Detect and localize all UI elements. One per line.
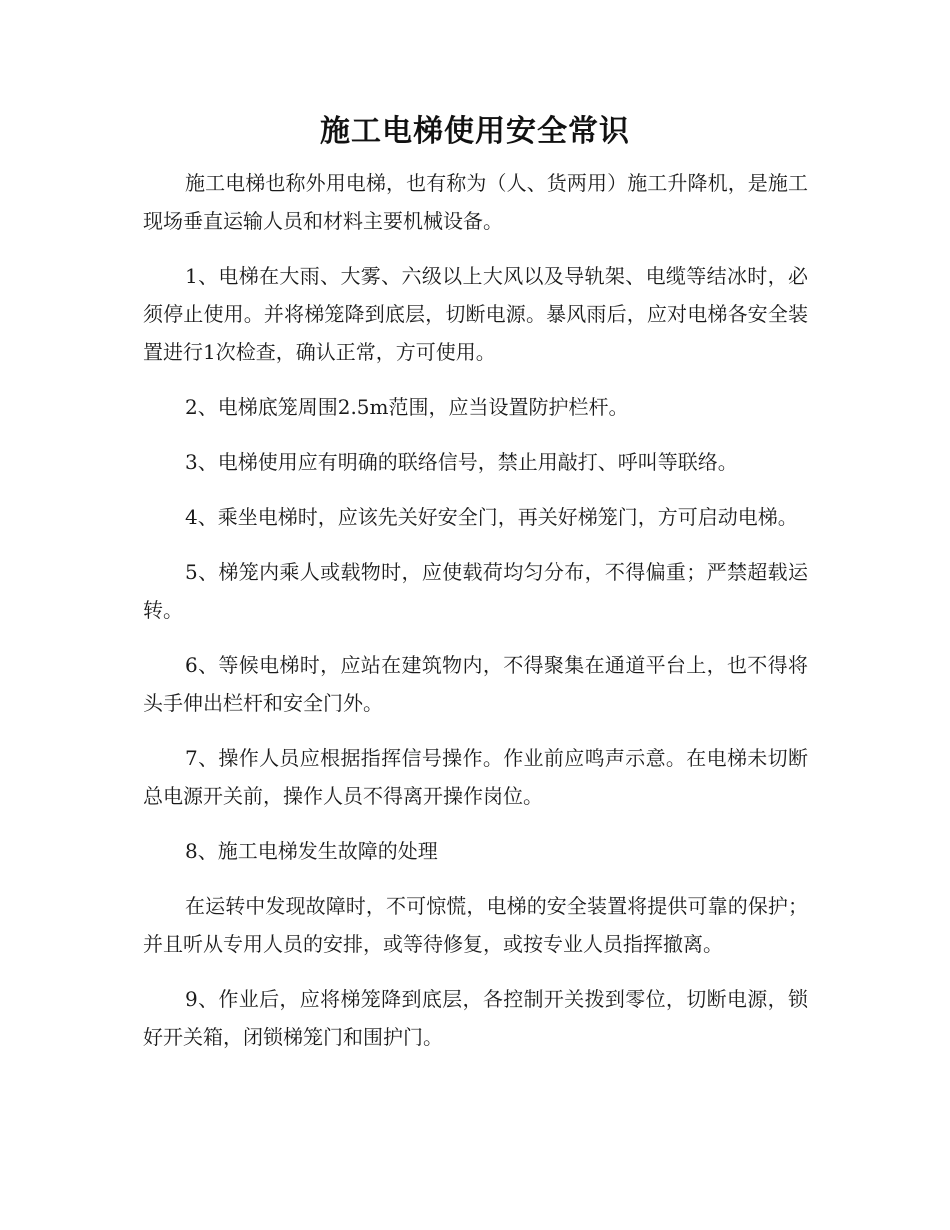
rule-paragraph-3: 3、电梯使用应有明确的联络信号，禁止用敲打、呼叫等联络。 [185, 450, 738, 474]
rule-paragraph-2: 2、电梯底笼周围2.5m范围，应当设置防护栏杆。 [185, 395, 629, 419]
rule-paragraph-1: 1、电梯在大雨、大雾、六级以上大风以及导轨架、电缆等结冰时，必须停止使用。并将梯笼降到底层，切断电源。暴风雨后，应对电梯各安全装置进行1次检查，确认正常，方可使用。 [143, 264, 808, 364]
rule-paragraph-8-heading: 8、施工电梯发生故障的处理 [185, 839, 438, 863]
rule-paragraph-8-detail: 在运转中发现故障时，不可惊慌，电梯的安全装置将提供可靠的保护；并且听从专用人员的安排，或等待修复，或按专业人员指挥撤离。 [143, 894, 808, 956]
rule-paragraph-5: 5、梯笼内乘人或载物时，应使载荷均匀分布，不得偏重；严禁超载运转。 [143, 560, 808, 622]
document-title: 施工电梯使用安全常识 [320, 114, 630, 149]
document-body [143, 164, 808, 1056]
rule-paragraph-6: 6、等候电梯时，应站在建筑物内，不得聚集在通道平台上，也不得将头手伸出栏杆和安全门外。 [143, 653, 808, 715]
intro-paragraph: 施工电梯也称外用电梯，也有称为（人、货两用）施工升降机，是施工现场垂直运输人员和材料主要机械设备。 [143, 171, 808, 233]
rule-paragraph-4: 4、乘坐电梯时，应该先关好安全门，再关好梯笼门，方可启动电梯。 [185, 505, 798, 529]
rule-paragraph-7: 7、操作人员应根据指挥信号操作。作业前应鸣声示意。在电梯未切断总电源开关前，操作人员不得离开操作岗位。 [143, 746, 808, 808]
rule-paragraph-9: 9、作业后，应将梯笼降到底层，各控制开关拨到零位，切断电源，锁好开关箱，闭锁梯笼门和围护门。 [143, 987, 808, 1049]
